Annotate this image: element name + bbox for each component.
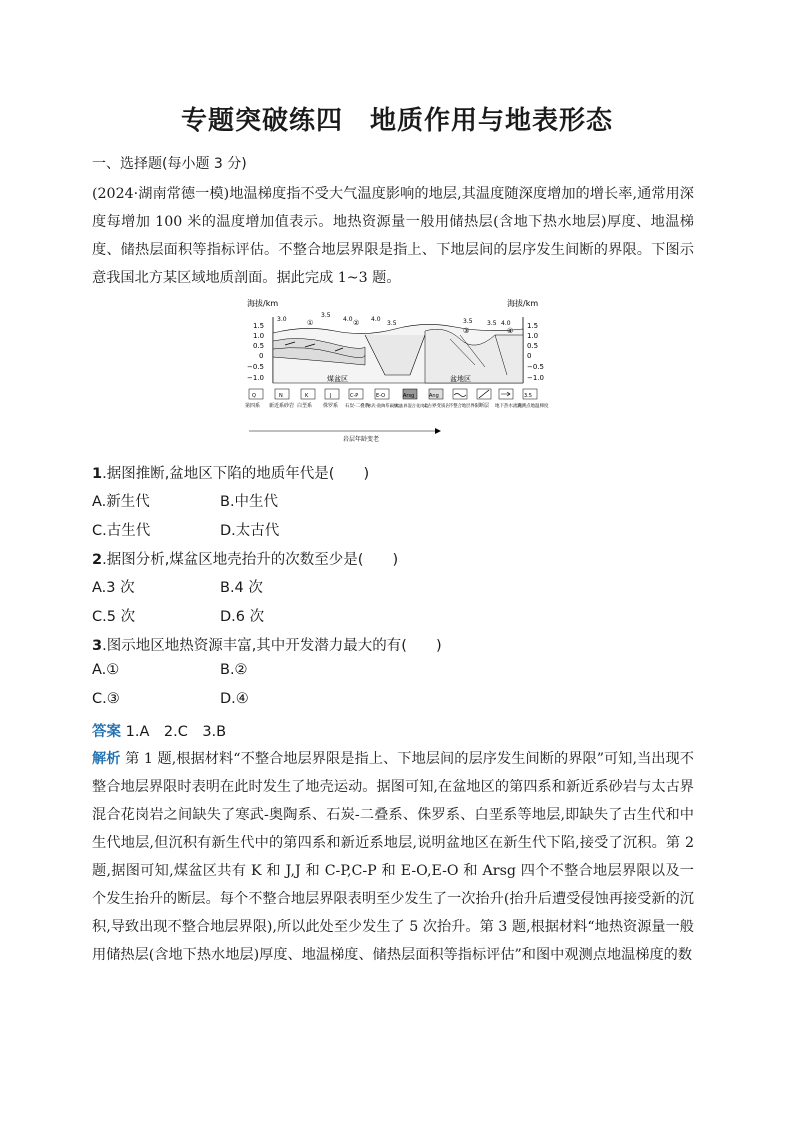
q1-option-d[interactable]: D.太古代: [220, 523, 280, 539]
explanation-paragraph: [92, 745, 694, 969]
svg-text:侏罗系: 侏罗系: [323, 403, 339, 409]
q2-option-b[interactable]: B.4 次: [220, 580, 263, 596]
legend: [245, 389, 549, 409]
svg-text:太古界混合花岗岩: 太古界混合花岗岩: [395, 403, 429, 408]
strata-layers: [273, 324, 523, 383]
svg-text:不整合地层界限: 不整合地层界限: [449, 404, 480, 409]
svg-text:石炭-二叠系: 石炭-二叠系: [345, 404, 370, 409]
y-tick: −1.0: [247, 374, 264, 382]
intro-paragraph: (2024·湖南常德一模)地温梯度指不受大气温度影响的地层,其温度随深度增加的增长率,通常用深度每增加 100 米的温度增加值表示。地热资源量一般用储热层(含地下热水地层)厚度、地温梯度、储热层面积等指标评估。不整合地层界限是指上、下地层间的层序发生间断的界限。下图示意我国北方某区域地质剖面。据此完成 1~3 题。: [92, 186, 694, 286]
y-axis-label-left: 海拔/km: [247, 299, 279, 308]
well-label: ①: [307, 319, 314, 327]
q3-option-b[interactable]: B.②: [220, 662, 248, 678]
gradient-value: 3.5: [463, 318, 473, 325]
svg-text:第四系: 第四系: [245, 403, 261, 409]
well-label: ④: [507, 327, 514, 335]
y-tick: 0.5: [527, 342, 539, 350]
svg-text:C-P: C-P: [350, 393, 359, 399]
well-label: ②: [353, 319, 360, 327]
explanation-text: 第 1 题,根据材料“不整合地层界限是指上、下地层间的层序发生间断的界限”可知,当出现不整合地层界限时表明在此时发生了地壳运动。据图可知,在盆地区的第四系和新近系砂岩与太古界混合花岗岩之间缺失了寒武-奥陶系、石炭-二叠系、侏罗系、白垩系等地层,即缺失了古生代和中生代地层,但沉积有新生代中的第四系和新近系地层,说明盆地区在新生代下陷,接受了沉积。第 2 题,据图可知,煤盆区共有 K 和 J,J 和 C-P,C-P 和 E-O,E-O 和 Arsg 四个不整合地层界限以及一个发生抬升的断层。每个不整合地层界限表明至少发生了一次抬升(抬升后遭受侵蚀再接受新的沉积,导致出现不整合地层界限),所以此处至少发生了 5 次抬升。第 3 题,根据材料“地热资源量一般用储热层(含地下热水地层)厚度、地温梯度、储热层面积等指标评估”和图中观测点地温梯度的数: [92, 751, 694, 963]
geologic-section-figure: [245, 295, 555, 445]
svg-text:白垩系: 白垩系: [297, 403, 313, 409]
well-label: ③: [463, 327, 470, 335]
y-tick: −0.5: [527, 363, 544, 371]
gradient-value: 3.0: [277, 316, 287, 323]
svg-text:K: K: [305, 393, 309, 399]
answer-line: [92, 720, 226, 741]
svg-text:观测点地温梯度: 观测点地温梯度: [517, 404, 549, 409]
y-tick: 1.0: [527, 332, 539, 340]
y-tick: 1.5: [253, 322, 265, 330]
y-tick: −1.0: [527, 374, 544, 382]
q1-option-c[interactable]: C.古生代: [92, 523, 151, 539]
region-label-right: 盆地区: [450, 375, 471, 383]
gradient-value: 3.5: [487, 320, 497, 327]
svg-text:太古界变质岩: 太古界变质岩: [423, 404, 450, 409]
gradient-value: 4.0: [371, 316, 381, 323]
y-tick: 1.0: [253, 332, 265, 340]
gradient-value: 3.5: [321, 312, 331, 319]
q2-option-c[interactable]: C.5 次: [92, 609, 136, 625]
age-arrow-head: [435, 428, 441, 434]
question-2: 2.据图分析,煤盆区地壳抬升的次数至少是( ): [92, 552, 399, 568]
q1-option-b[interactable]: B.中生代: [220, 494, 279, 510]
section-heading: 一、选择题(每小题 3 分): [92, 156, 247, 172]
q2-option-a[interactable]: A.3 次: [92, 580, 135, 596]
y-axis-label-right: 海拔/km: [507, 299, 539, 308]
gradient-value: 4.0: [501, 320, 511, 327]
y-tick: 0: [259, 352, 264, 360]
q3-option-c[interactable]: C.③: [92, 691, 120, 707]
region-label-left: 煤盆区: [327, 375, 348, 383]
answer-text: 1.A 2.C 3.B: [121, 724, 227, 740]
svg-text:E-O: E-O: [376, 393, 386, 399]
explanation-label: 解析: [92, 751, 121, 767]
question-3: 3.图示地区地热资源丰富,其中开发潜力最大的有( ): [92, 638, 442, 654]
svg-text:N: N: [279, 393, 283, 399]
age-note: 岩层年龄变老: [343, 436, 380, 443]
question-1: 1.据图推断,盆地区下陷的地质年代是( ): [92, 466, 370, 482]
y-tick: 0.5: [253, 342, 265, 350]
page-title: 专题突破练四 地质作用与地表形态: [180, 106, 613, 136]
svg-text:地下热水流向: 地下热水流向: [495, 404, 522, 409]
y-tick: 1.5: [527, 322, 539, 330]
q3-option-d[interactable]: D.④: [220, 691, 249, 707]
y-tick: −0.5: [247, 363, 264, 371]
q1-option-a[interactable]: A.新生代: [92, 494, 150, 510]
svg-text:Q: Q: [252, 393, 256, 399]
q3-option-a[interactable]: A.①: [92, 662, 120, 678]
q2-option-d[interactable]: D.6 次: [220, 609, 265, 625]
svg-text:寒武-奥陶系碳酸岩: 寒武-奥陶系碳酸岩: [367, 403, 403, 408]
svg-text:J: J: [330, 393, 332, 399]
svg-text:Ang: Ang: [429, 393, 439, 399]
gradient-value: 3.5: [387, 320, 397, 327]
gradient-value: 4.0: [343, 316, 353, 323]
svg-text:3.5: 3.5: [524, 393, 532, 399]
svg-text:断层: 断层: [479, 403, 490, 409]
svg-text:新近系砂岩: 新近系砂岩: [269, 403, 295, 409]
y-tick: 0: [527, 352, 532, 360]
svg-text:Arsg: Arsg: [403, 393, 415, 399]
answer-label: 答案: [92, 724, 121, 740]
